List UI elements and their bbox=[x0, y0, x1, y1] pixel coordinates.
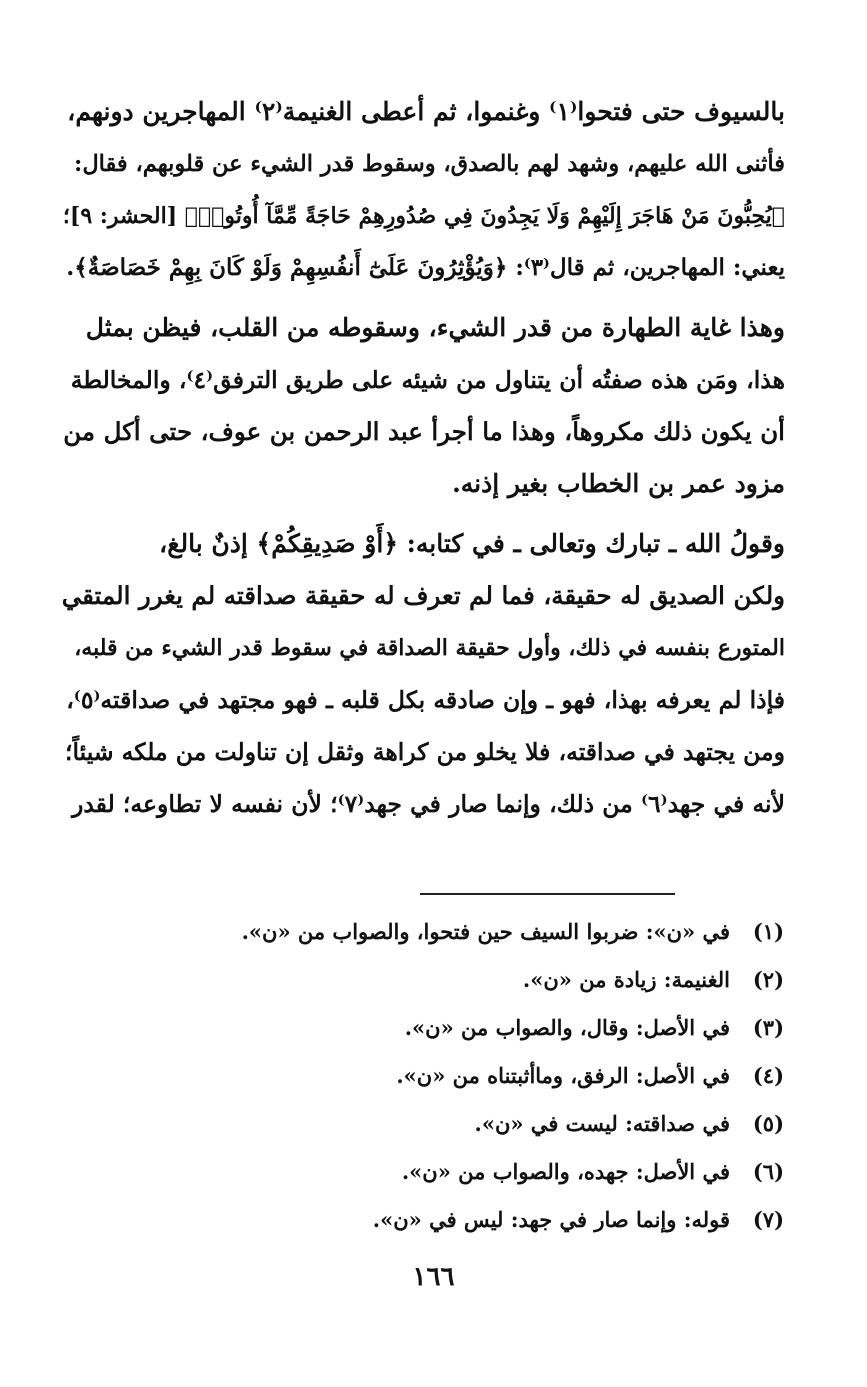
paragraph-2 bbox=[60, 302, 785, 510]
footnote-number: (٤) bbox=[752, 1063, 784, 1088]
footnote-number: (٧) bbox=[752, 1207, 784, 1232]
footnote bbox=[60, 1052, 784, 1100]
text-line: أن يكون ذلك مكروهاً، وهذا ما أجرأ عبد الرحمن بن عوف، حتى أكل من bbox=[63, 417, 785, 446]
footnote-number: (٦) bbox=[752, 1159, 784, 1184]
footnote-text: في صداقته: ليست في «ن». bbox=[474, 1111, 730, 1136]
footnote-number: (٥) bbox=[752, 1111, 784, 1136]
text-line: بالسيوف حتى فتحوا⁽١⁾ وغنموا، ثم أعطى الغنيمة⁽٢⁾ المهاجرين دونهم، bbox=[67, 97, 785, 126]
text-line: فإذا لم يعرفه بهذا، فهو ـ وإن صادقه بكل قلبه ـ فهو مجتهد في صداقته⁽٥⁾، bbox=[66, 686, 785, 714]
text-line: هذا، ومَن هذه صفتُه أن يتناول من شيئه على طريق الترفق⁽٤⁾، والمخالطة bbox=[70, 366, 785, 394]
text-line: مزود عمر بن الخطاب بغير إذنه. bbox=[452, 469, 785, 498]
footnotes bbox=[60, 908, 784, 1244]
text-line: ومن يجتهد في صداقته، فلا يخلو من كراهة وثقل إن تناولت من ملكه شيئاً؛ bbox=[65, 738, 785, 766]
text-line: المتورع بنفسه في ذلك، وأول حقيقة الصداقة في سقوط قدر الشيء من قلبه، bbox=[74, 635, 785, 661]
paragraph-1 bbox=[60, 86, 785, 294]
footnote bbox=[60, 1100, 784, 1148]
quran-verse-line: يعني: المهاجرين، ثم قال⁽٣⁾: ﴿وَيُؤْثِرُونَ عَلَىٰٓ أَنفُسِهِمْ وَلَوْ كَانَ بِهِمْ خَصَاصَةٌ﴾. bbox=[66, 254, 785, 281]
footnote-text: الغنيمة: زيادة من «ن». bbox=[522, 967, 730, 992]
footnote-number: (٣) bbox=[752, 1015, 784, 1040]
footnote-text: في الأصل: وقال، والصواب من «ن». bbox=[404, 1015, 730, 1040]
footnote-text: في «ن»: ضربوا السيف حين فتحوا، والصواب من «ن». bbox=[241, 919, 730, 944]
footnote bbox=[60, 956, 784, 1004]
footnote bbox=[60, 908, 784, 956]
text-line: فأثنى الله عليهم، وشهد لهم بالصدق، وسقوط قدر الشيء عن قلوبهم، فقال: bbox=[74, 151, 785, 177]
text-line: لأنه في جهد⁽٦⁾ من ذلك، وإنما صار في جهد⁽٧⁾؛ لأن نفسه لا تطاوعه؛ لقدر bbox=[72, 790, 785, 818]
footnote-text: في الأصل: الرفق، وماأثبتناه من «ن». bbox=[396, 1063, 730, 1088]
quran-verse-line: وقولُ الله ـ تبارك وتعالى ـ في كتابه: ﴿أَوْ صَدِيقِكُمْ﴾ إذنٌ بالغ، bbox=[159, 529, 785, 558]
footnote-text: في الأصل: جهده، والصواب من «ن». bbox=[401, 1159, 730, 1184]
paragraph-3 bbox=[60, 518, 785, 830]
footnote-divider bbox=[420, 893, 675, 895]
quran-verse-line: ﴿يُحِبُّونَ مَنْ هَاجَرَ إِلَيْهِمْ وَلَا يَجِدُونَ فِي صُدُورِهِمْ حَاجَةً مِّمَّآ أُوتُوا۟﴾ [الحشر: ٩]؛ bbox=[62, 203, 785, 229]
footnote-text: قوله: وإنما صار في جهد: ليس في «ن». bbox=[372, 1207, 730, 1232]
footnote-number: (٢) bbox=[752, 967, 784, 992]
text-line: ولكن الصديق له حقيقة، فما لم تعرف له حقيقة صداقته لم يغرر المتقي bbox=[61, 581, 785, 610]
main-text bbox=[60, 86, 785, 830]
footnote bbox=[60, 1196, 784, 1244]
footnote bbox=[60, 1004, 784, 1052]
footnote-number: (١) bbox=[752, 919, 784, 944]
text-line: وهذا غاية الطهارة من قدر الشيء، وسقوطه من القلب، فيظن بمثل bbox=[85, 313, 785, 342]
page-number: ١٦٦ bbox=[412, 1262, 455, 1292]
footnote bbox=[60, 1148, 784, 1196]
